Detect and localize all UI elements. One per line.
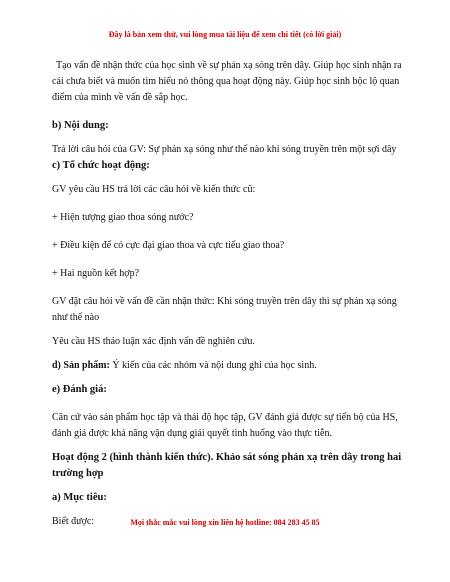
section-c-intro: GV yêu cầu HS trả lời các câu hỏi về kiến thức cũ:	[52, 184, 256, 195]
activity-2-text: Biết được:	[52, 516, 95, 527]
section-b-text: Trả lời câu hỏi của GV: Sự phản xạ sóng như thế nào khi sóng truyền trên một sợi dây	[52, 144, 397, 155]
hotline-notice: Mọi thắc mắc vui lòng xin liên hệ hotline: 084 283 45 85	[130, 518, 320, 527]
intro-paragraph: Tạo vấn đề nhận thức của học sinh về sự phản xạ sóng trên dây. Giúp học sinh nhận ra cái chưa biết và muốn tìm hiểu nó thông qua hoạt động này. Giúp học sinh bộc lộ quan điểm của mình về vấn đề sắp học.	[52, 60, 402, 103]
section-e-heading: e) Đánh giá:	[52, 384, 107, 395]
activity-2-heading: Hoạt động 2 (hình thành kiến thức). Khảo sát sóng phản xạ trên dây trong hai trường hợp	[52, 452, 402, 479]
section-c-request: Yêu cầu HS thảo luận xác định vấn đề nghiên cứu.	[52, 336, 255, 347]
section-e-text: Căn cứ vào sản phẩm học tập và thái độ học tập, GV đánh giá được sự tiến bộ của HS, đánh giá được khả năng vận dụng giải quyết tình huống vào thực tiễn.	[52, 412, 398, 439]
section-d-text: Ý kiến của các nhóm và nội dung ghi của học sinh.	[109, 360, 317, 371]
section-c-heading: c) Tổ chức hoạt động:	[52, 160, 150, 171]
document-body	[52, 58, 406, 530]
section-c-problem: GV đặt câu hỏi về vấn đề cần nhận thức: Khi sóng truyền trên dây thì sự phản xạ sóng như thế nào	[52, 296, 397, 323]
activity-2-subheading: a) Mục tiêu:	[52, 492, 107, 503]
preview-notice: Đây là bản xem thử, vui lòng mua tài liệu để xem chi tiết (có lời giải)	[108, 30, 342, 39]
section-b-heading: b) Nội dung:	[52, 120, 109, 131]
section-d	[52, 358, 406, 374]
section-d-label: d) Sản phẩm:	[52, 360, 110, 371]
question-item: + Hai nguồn kết hợp?	[52, 268, 140, 279]
question-item: + Hiện tượng giao thoa sóng nước?	[52, 212, 194, 223]
question-item: + Điều kiện để có cực đại giao thoa và cực tiểu giao thoa?	[52, 240, 285, 251]
